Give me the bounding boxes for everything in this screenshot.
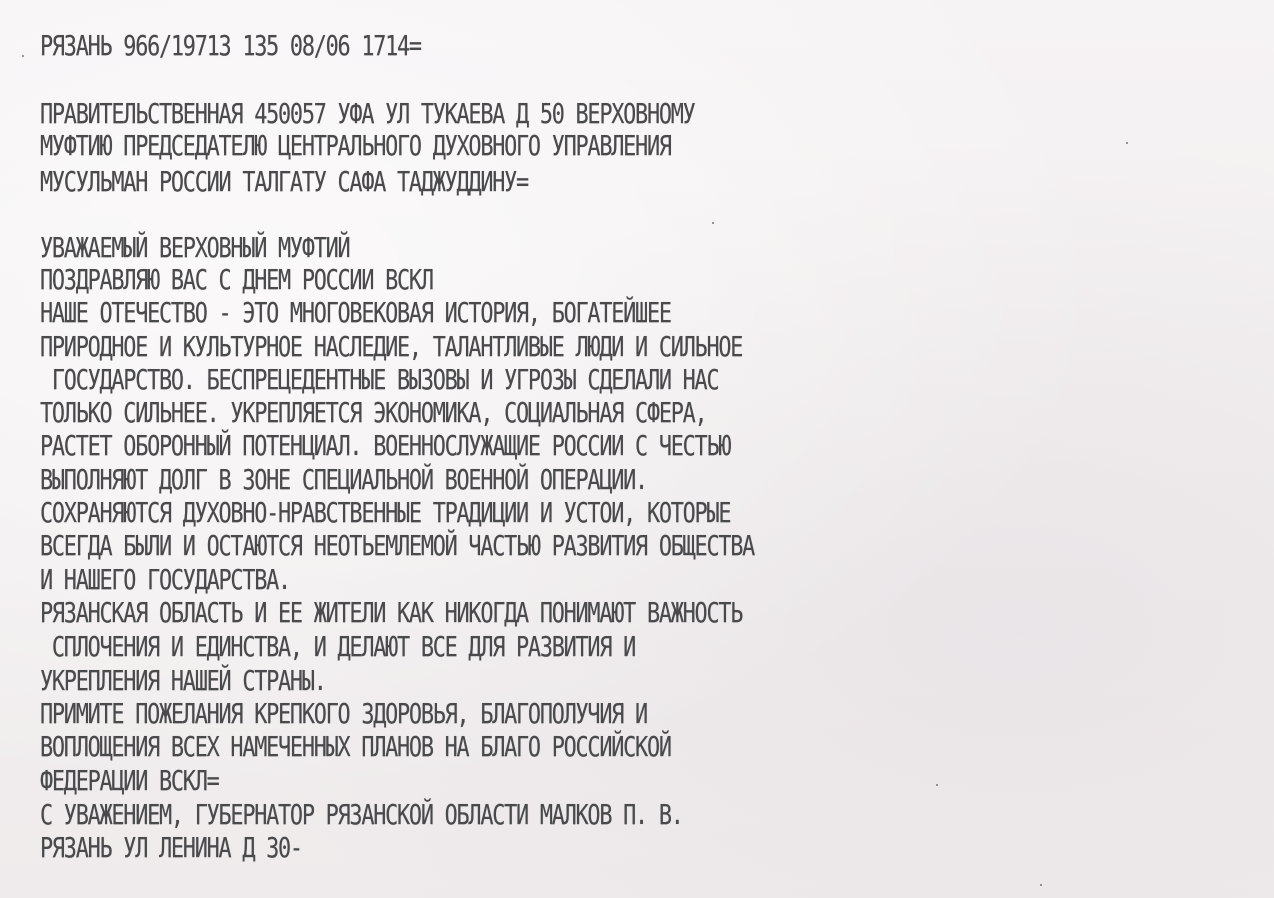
body-line: ТОЛЬКО СИЛЬНЕЕ. УКРЕПЛЯЕТСЯ ЭКОНОМИКА, СОЦИАЛЬНАЯ СФЕРА, bbox=[40, 396, 707, 429]
address-line: ПРАВИТЕЛЬСТВЕННАЯ 450057 УФА УЛ ТУКАЕВА Д 50 ВЕРХОВНОМУ bbox=[40, 97, 695, 130]
body-line: РАСТЕТ ОБОРОННЫЙ ПОТЕНЦИАЛ. ВОЕННОСЛУЖАЩИЕ РОССИИ С ЧЕСТЬЮ bbox=[40, 429, 731, 462]
body-line: СОХРАНЯЮТСЯ ДУХОВНО-НРАВСТВЕННЫЕ ТРАДИЦИИ И УСТОИ, КОТОРЫЕ bbox=[40, 496, 731, 529]
paper-speck bbox=[22, 55, 24, 57]
paper-speck bbox=[936, 784, 938, 786]
paper-speck bbox=[712, 222, 714, 224]
body-line: ГОСУДАРСТВО. БЕСПРЕЦЕДЕНТНЫЕ ВЫЗОВЫ И УГРОЗЫ СДЕЛАЛИ НАС bbox=[40, 363, 719, 396]
body-line: ПОЗДРАВЛЯЮ ВАС С ДНЕМ РОССИИ ВСКЛ bbox=[40, 263, 433, 296]
salutation: УВАЖАЕМЫЙ ВЕРХОВНЫЙ МУФТИЙ bbox=[40, 231, 350, 264]
body-line: ПРИРОДНОЕ И КУЛЬТУРНОЕ НАСЛЕДИЕ, ТАЛАНТЛИВЫЕ ЛЮДИ И СИЛЬНОЕ bbox=[40, 330, 743, 363]
body-line: РЯЗАНСКАЯ ОБЛАСТЬ И ЕЕ ЖИТЕЛИ КАК НИКОГДА ПОНИМАЮТ ВАЖНОСТЬ bbox=[40, 596, 743, 629]
body-line: И НАШЕГО ГОСУДАРСТВА. bbox=[40, 563, 290, 596]
body-line: СПЛОЧЕНИЯ И ЕДИНСТВА, И ДЕЛАЮТ ВСЕ ДЛЯ РАЗВИТИЯ И bbox=[40, 630, 636, 663]
body-line: ВЫПОЛНЯЮТ ДОЛГ В ЗОНЕ СПЕЦИАЛЬНОЙ ВОЕННОЙ ОПЕРАЦИИ. bbox=[40, 463, 647, 496]
paper-speck bbox=[1126, 142, 1128, 144]
telegram-header: РЯЗАНЬ 966/19713 135 08/06 1714= bbox=[40, 29, 421, 62]
address-line: МУСУЛЬМАН РОССИИ ТАЛГАТУ САФА ТАДЖУДДИНУ= bbox=[40, 165, 528, 198]
body-line: УКРЕПЛЕНИЯ НАШЕЙ СТРАНЫ. bbox=[40, 664, 326, 697]
body-line: ПРИМИТЕ ПОЖЕЛАНИЯ КРЕПКОГО ЗДОРОВЬЯ, БЛАГОПОЛУЧИЯ И bbox=[40, 697, 647, 730]
sender-address-line: РЯЗАНЬ УЛ ЛЕНИНА Д 30- bbox=[40, 831, 302, 864]
signature-line: С УВАЖЕНИЕМ, ГУБЕРНАТОР РЯЗАНСКОЙ ОБЛАСТИ МАЛКОВ П. В. bbox=[40, 798, 683, 831]
body-line: ВСЕГДА БЫЛИ И ОСТАЮТСЯ НЕОТЬЕМЛЕМОЙ ЧАСТЬЮ РАЗВИТИЯ ОБЩЕСТВА bbox=[40, 529, 755, 562]
body-line: ФЕДЕРАЦИИ ВСКЛ= bbox=[40, 764, 219, 797]
address-line: МУФТИЮ ПРЕДСЕДАТЕЛЮ ЦЕНТРАЛЬНОГО ДУХОВНОГО УПРАВЛЕНИЯ bbox=[40, 129, 671, 162]
body-line: НАШЕ ОТЕЧЕСТВО - ЭТО МНОГОВЕКОВАЯ ИСТОРИЯ, БОГАТЕЙШЕЕ bbox=[40, 296, 671, 329]
paper-speck bbox=[1040, 884, 1042, 886]
body-line: ВОПЛОЩЕНИЯ ВСЕХ НАМЕЧЕННЫХ ПЛАНОВ НА БЛАГО РОССИЙСКОЙ bbox=[40, 730, 671, 763]
